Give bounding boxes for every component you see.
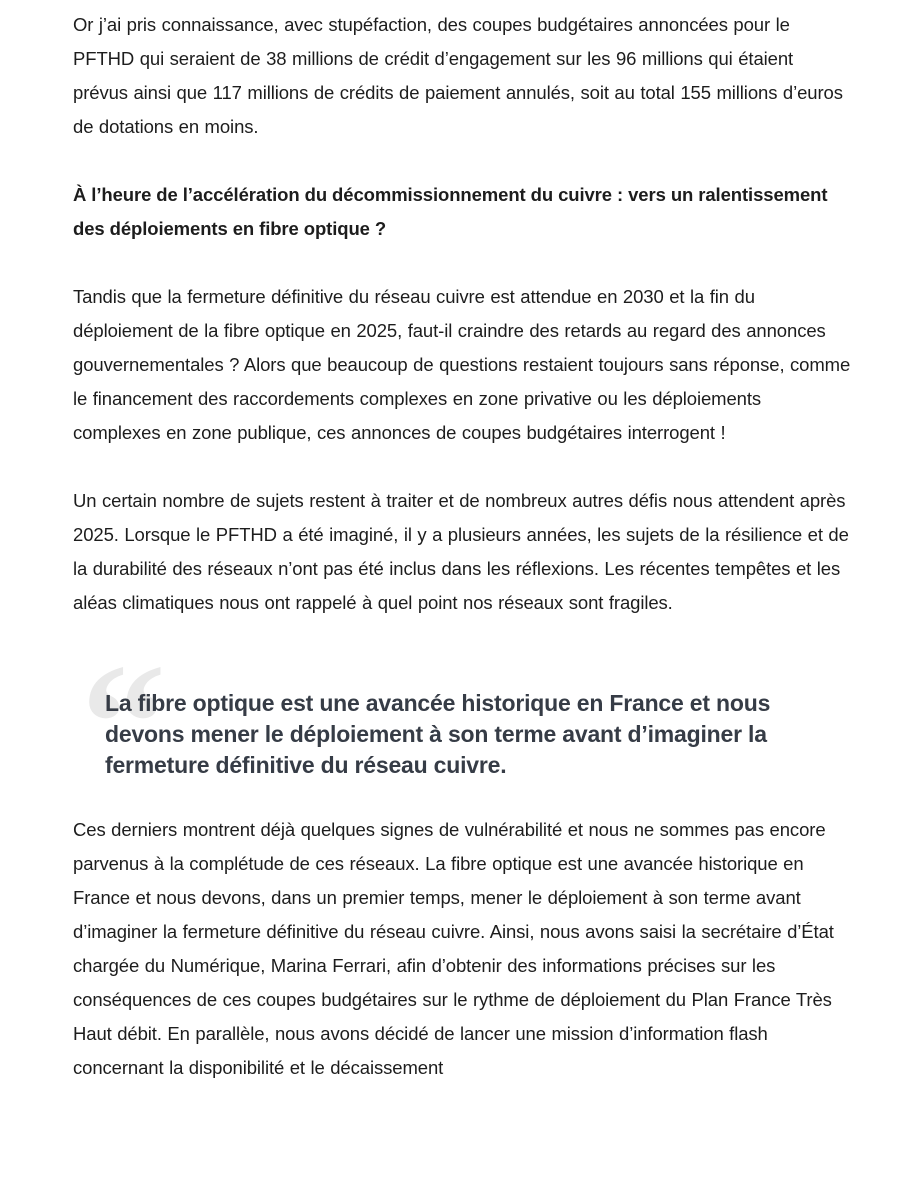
paragraph-budget-cuts: Or j’ai pris connaissance, avec stupéfaction, des coupes budgétaires annoncées pour le PFTHD qui seraient de 38 millions de crédit d’engagement sur les 96 millions qui étaient prévus ainsi que 117 millions de crédits de paiement annulés, soit au total 155 millions d’euros de dotations en moins.: [73, 14, 843, 137]
paragraph-vulnerability: Ces derniers montrent déjà quelques signes de vulnérabilité et nous ne sommes pas encore parvenus à la complétude de ces réseaux. La fibre optique est une avancée historique en France et nous devons, dans un premier temps, mener le déploiement à son terme avant d’imaginer la fermeture définitive du réseau cuivre. Ainsi, nous avons saisi la secrétaire d’État chargée du Numérique, Marina Ferrari, afin d’obtenir des informations précises sur les conséquences de ces coupes budgétaires sur le rythme de déploiement du Plan France Très Haut débit. En parallèle, nous avons décidé de lancer une mission d’information flash concernant la disponibilité et le décaissement: [73, 819, 834, 1078]
paragraph-resilience: Un certain nombre de sujets restent à traiter et de nombreux autres défis nous attendent après 2025. Lorsque le PFTHD a été imaginé, il y a plusieurs années, les sujets de la résilience et de la durabilité des réseaux n’ont pas été inclus dans les réflexions. Les récentes tempêtes et les aléas climatiques nous ont rappelé à quel point nos réseaux sont fragiles.: [73, 490, 849, 613]
pull-quote-text: La fibre optique est une avancée historique en France et nous devons mener le déploiement à son terme avant d’imaginer la fermeture définitive du réseau cuivre.: [105, 690, 771, 778]
quote-mark-icon: “: [81, 629, 166, 817]
paragraph-fiber-deadlines: Tandis que la fermeture définitive du réseau cuivre est attendue en 2030 et la fin du déploiement de la fibre optique en 2025, faut-il craindre des retards au regard des annonces gouvernementales ? Alors que beaucoup de questions restaient toujours sans réponse, comme le financement des raccordements complexes en zone privative ou les déploiements complexes en zone publique, ces annonces de coupes budgétaires interrogent !: [73, 286, 851, 443]
pull-quote-block: [73, 629, 853, 817]
section-heading-copper-decommissioning: À l’heure de l’accélération du décommissionnement du cuivre : vers un ralentissement des déploiements en fibre optique ?: [73, 184, 828, 239]
